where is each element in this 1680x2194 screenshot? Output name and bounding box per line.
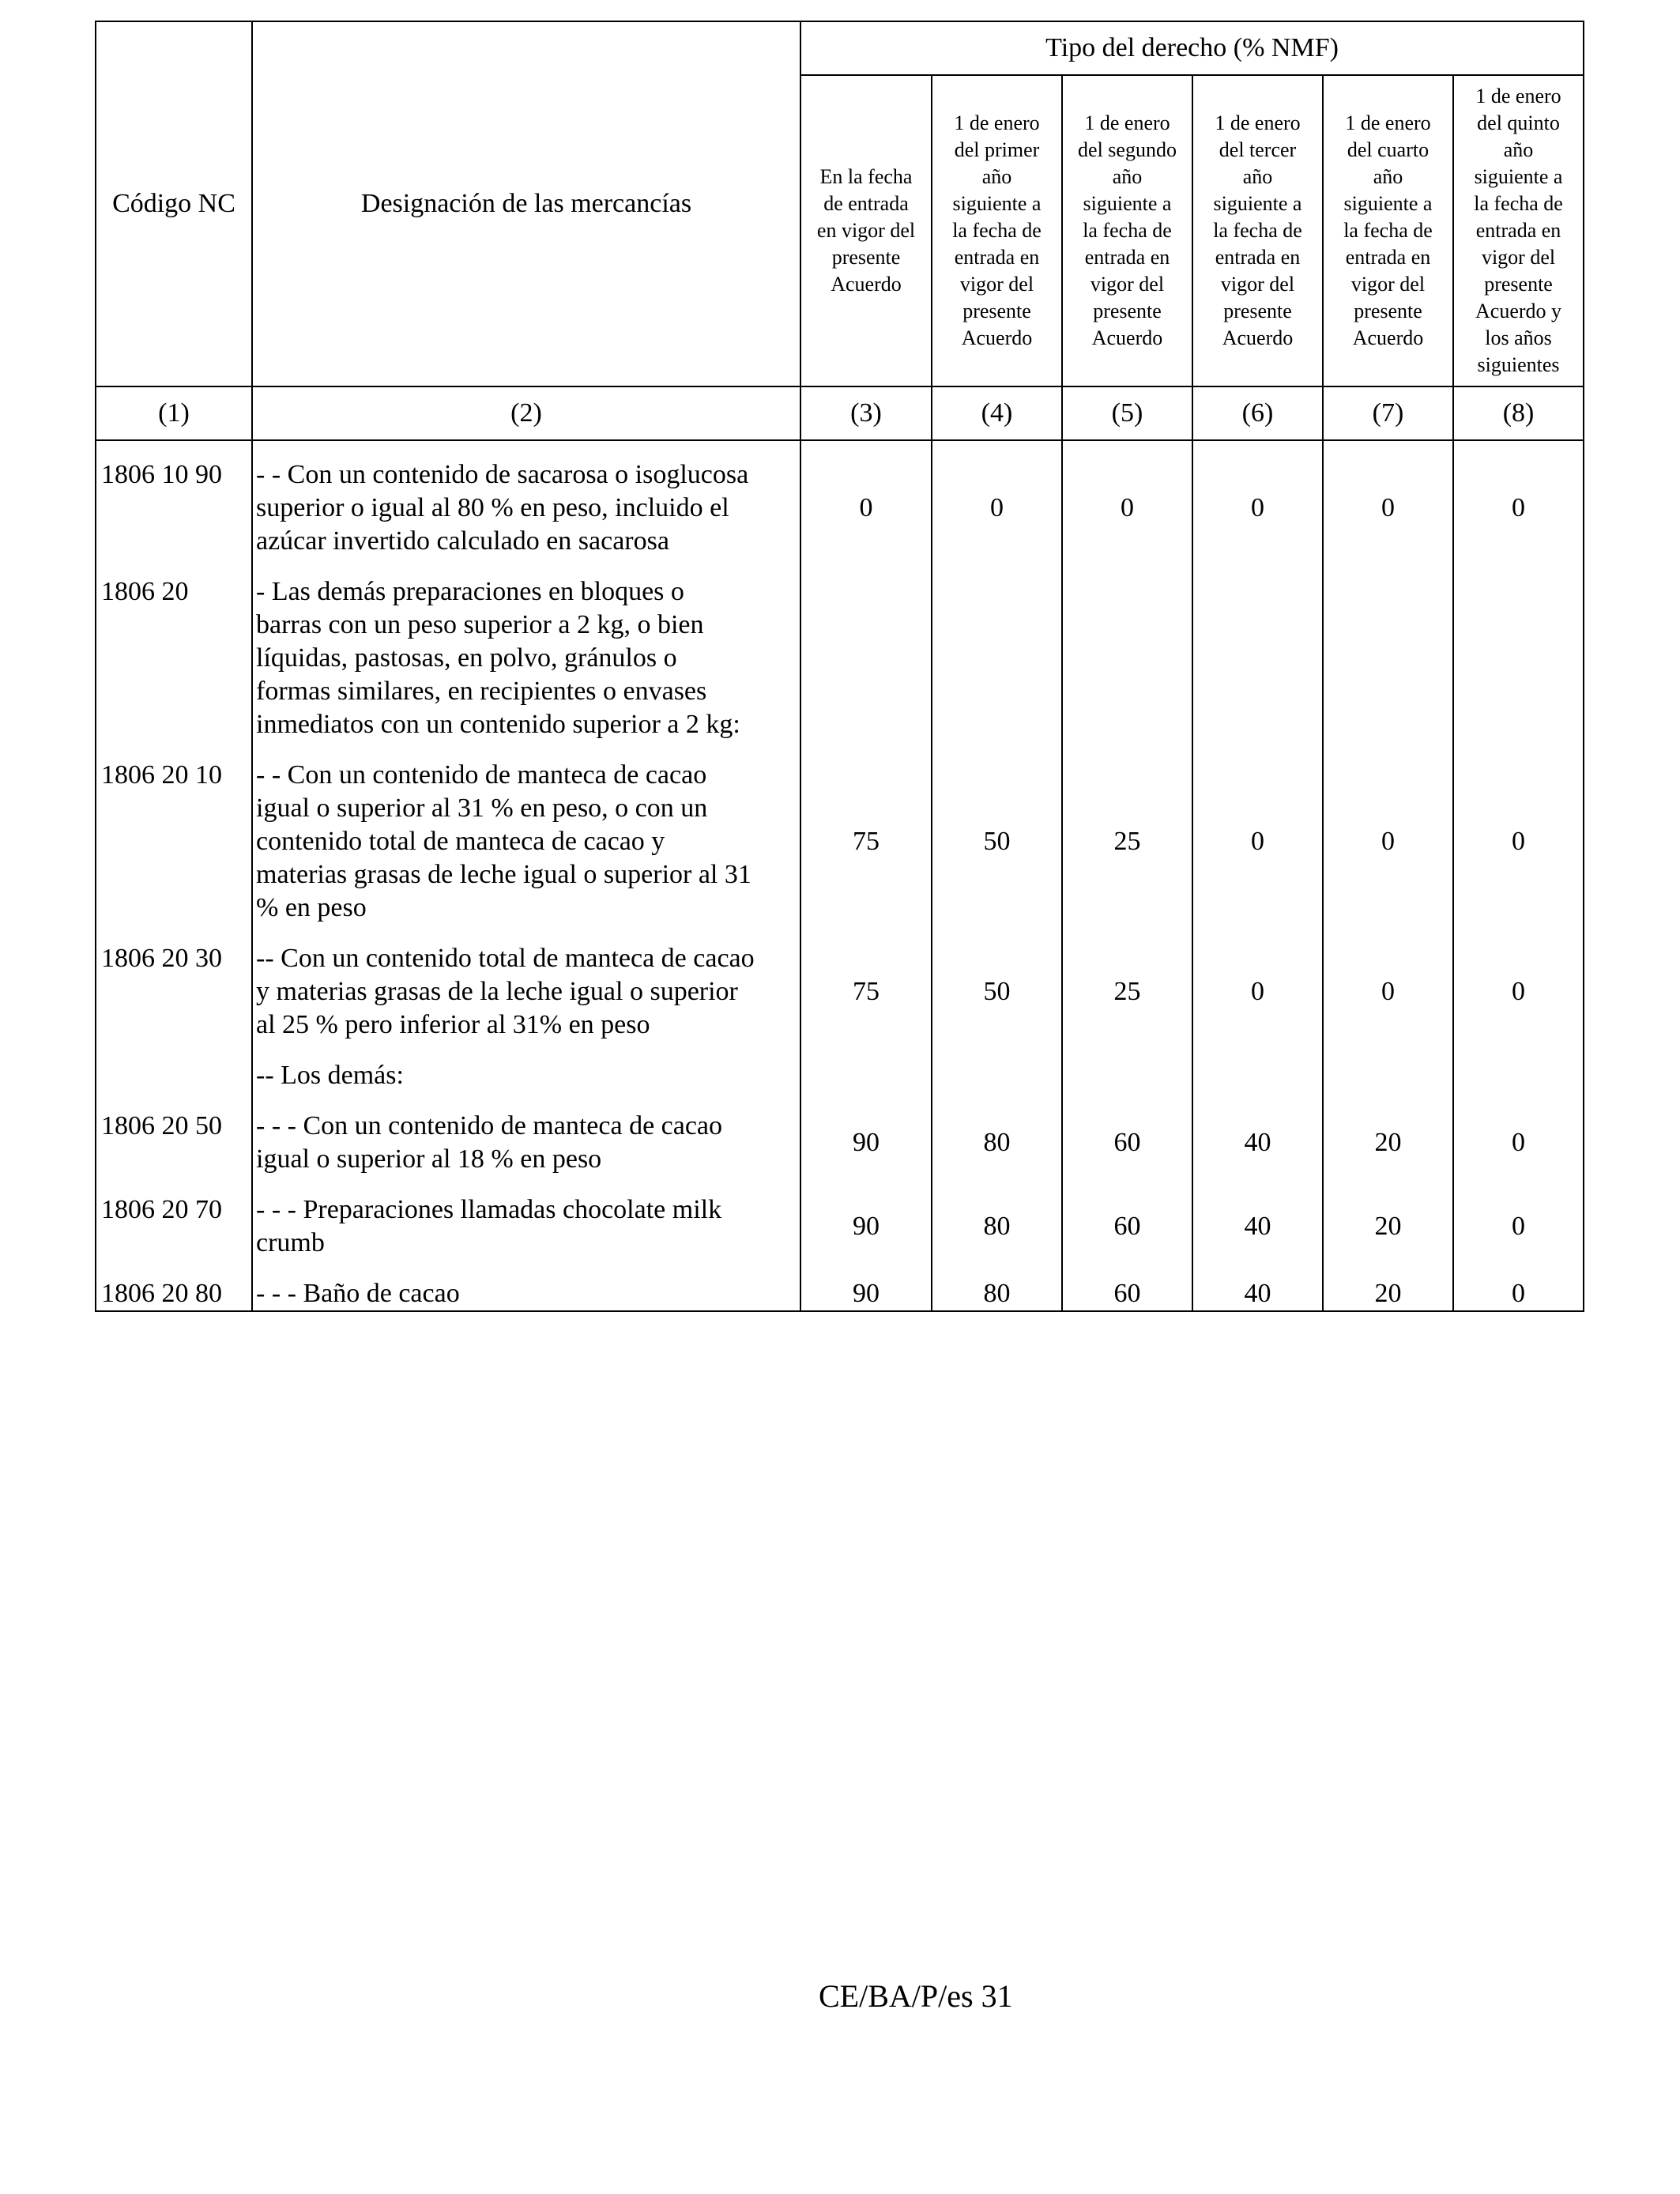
header-rate-line: de entrada (823, 192, 909, 215)
goods-description (252, 1193, 800, 1260)
spacer-cell (252, 440, 800, 458)
row-spacer (96, 1092, 1584, 1110)
spacer-cell (1192, 1042, 1323, 1059)
duty-rate-col-4: 50 (932, 942, 1062, 1042)
header-rate-line: entrada en (1215, 246, 1301, 269)
spacer-cell (1453, 1260, 1584, 1277)
goods-description (252, 942, 800, 1042)
header-rate-line: presente (1223, 300, 1292, 322)
column-number-row (96, 386, 1584, 440)
spacer-cell (1062, 1260, 1192, 1277)
table-row (96, 1059, 1584, 1092)
cn-code: 1806 20 50 (96, 1110, 252, 1176)
duty-rate-col-8: 0 (1453, 1277, 1584, 1311)
header-rate-line: Acuerdo (1352, 326, 1424, 349)
spacer-cell (252, 741, 800, 759)
duty-rate-col-3: 0 (800, 458, 932, 558)
header-rate-line: la fecha de (1474, 192, 1563, 215)
spacer-cell (96, 1042, 252, 1059)
header-rate-line: vigor del (1481, 246, 1556, 269)
cn-code: 1806 20 70 (96, 1193, 252, 1260)
spacer-cell (96, 440, 252, 458)
duty-rate-col-5: 60 (1062, 1193, 1192, 1260)
header-rate-line: la fecha de (1083, 219, 1172, 242)
spacer-cell (1323, 741, 1453, 759)
duty-rate-col-5: 0 (1062, 458, 1192, 558)
row-spacer (96, 925, 1584, 942)
description-line: azúcar invertido calculado en sacarosa (256, 526, 669, 556)
header-rate-line: vigor del (959, 273, 1034, 296)
duty-rate-col-8: 0 (1453, 1110, 1584, 1176)
description-line: al 25 % pero inferior al 31% en peso (256, 1010, 650, 1039)
header-duty-group: Tipo del derecho (% NMF) (800, 21, 1584, 75)
cn-code: 1806 20 10 (96, 759, 252, 925)
spacer-cell (252, 1092, 800, 1110)
row-spacer (96, 558, 1584, 575)
table-row (96, 942, 1584, 1042)
header-rate-col-4 (932, 75, 1062, 386)
spacer-cell (1062, 741, 1192, 759)
column-number: (7) (1323, 386, 1453, 440)
description-line: materias grasas de leche igual o superior al 31 (256, 860, 751, 889)
description-line: superior o igual al 80 % en peso, incluido el (256, 493, 729, 522)
header-rate-line: entrada en (1084, 246, 1170, 269)
row-spacer (96, 741, 1584, 759)
header-rate-line: entrada en (954, 246, 1040, 269)
description-line: igual o superior al 31 % en peso, o con un (256, 794, 708, 823)
header-rate-line: la fecha de (1213, 219, 1302, 242)
spacer-cell (1323, 1092, 1453, 1110)
duty-rate-col-5 (1062, 575, 1192, 741)
header-rate-line: vigor del (1350, 273, 1426, 296)
duty-rate-col-5 (1062, 1059, 1192, 1092)
spacer-cell (1453, 925, 1584, 942)
duty-rate-col-3: 75 (800, 759, 932, 925)
spacer-cell (96, 925, 252, 942)
header-code: Código NC (96, 21, 252, 386)
duty-rate-col-7: 20 (1323, 1110, 1453, 1176)
header-rate-line: Acuerdo (1222, 326, 1294, 349)
description-line: contenido total de manteca de cacao y (256, 827, 665, 856)
description-line: - - - Con un contenido de manteca de cacao (256, 1111, 723, 1140)
duty-rate-col-7: 20 (1323, 1193, 1453, 1260)
duty-rate-col-4 (932, 1059, 1062, 1092)
goods-description (252, 458, 800, 558)
table-row (96, 1193, 1584, 1260)
header-rate-line: en vigor del (816, 219, 916, 242)
spacer-cell (1323, 1260, 1453, 1277)
table-row (96, 458, 1584, 558)
description-line: - - Con un contenido de manteca de cacao (256, 760, 707, 790)
goods-description (252, 575, 800, 741)
header-rate-line: Acuerdo (1091, 326, 1163, 349)
header-rate-line: los años (1485, 326, 1552, 349)
row-spacer (96, 1176, 1584, 1193)
spacer-cell (800, 1092, 932, 1110)
header-rate-line: del quinto (1477, 111, 1560, 134)
spacer-cell (1323, 1042, 1453, 1059)
header-rate-line: del cuarto (1347, 138, 1430, 161)
duty-rate-col-6 (1192, 1059, 1323, 1092)
description-line: y materias grasas de la leche igual o superior (256, 977, 738, 1006)
row-spacer (96, 440, 1584, 458)
table-row (96, 575, 1584, 741)
column-number: (1) (96, 386, 252, 440)
duty-rate-col-8: 0 (1453, 458, 1584, 558)
header-rate-line: del tercer (1219, 138, 1297, 161)
header-rate-line: año (1242, 165, 1273, 188)
page-footer: CE/BA/P/es 31 (819, 1978, 1013, 2014)
header-rate-line: vigor del (1090, 273, 1165, 296)
header-rate-line: 1 de enero (1215, 111, 1301, 134)
header-rate-line: 1 de enero (954, 111, 1040, 134)
spacer-cell (252, 1176, 800, 1193)
duty-rate-col-8: 0 (1453, 1193, 1584, 1260)
description-line: inmediatos con un contenido superior a 2 kg: (256, 710, 740, 739)
header-rate-line: Acuerdo (961, 326, 1033, 349)
table-row (96, 1277, 1584, 1311)
duty-rate-col-6: 40 (1192, 1110, 1323, 1176)
spacer-cell (1192, 1092, 1323, 1110)
duty-rate-col-6: 0 (1192, 942, 1323, 1042)
duty-rate-col-8 (1453, 1059, 1584, 1092)
spacer-cell (800, 440, 932, 458)
duty-rate-col-6: 0 (1192, 759, 1323, 925)
header-rate-line: presente (831, 246, 901, 269)
row-spacer (96, 1042, 1584, 1059)
duty-rate-col-3 (800, 575, 932, 741)
spacer-cell (1062, 1092, 1192, 1110)
header-rate-line: 1 de enero (1084, 111, 1170, 134)
duty-rate-col-3: 90 (800, 1110, 932, 1176)
header-rate-line: 1 de enero (1345, 111, 1431, 134)
header-rate-line: año (1503, 138, 1534, 161)
spacer-cell (1192, 1176, 1323, 1193)
header-rate-line: año (981, 165, 1012, 188)
duty-rate-col-6 (1192, 575, 1323, 741)
duty-rate-col-7: 0 (1323, 759, 1453, 925)
duty-rate-col-4: 0 (932, 458, 1062, 558)
spacer-cell (1062, 925, 1192, 942)
spacer-cell (96, 1260, 252, 1277)
spacer-cell (1323, 558, 1453, 575)
header-rate-line: siguiente a (1343, 192, 1433, 215)
cn-code: 1806 20 80 (96, 1277, 252, 1311)
header-rate-col-7 (1323, 75, 1453, 386)
spacer-cell (1323, 440, 1453, 458)
spacer-cell (800, 1176, 932, 1193)
description-line: - - Con un contenido de sacarosa o isoglucosa (256, 460, 749, 489)
goods-description (252, 759, 800, 925)
header-rate-line: Acuerdo y (1475, 300, 1562, 322)
header-rate-line: presente (1354, 300, 1422, 322)
spacer-cell (1192, 558, 1323, 575)
spacer-cell (932, 440, 1062, 458)
goods-description (252, 1110, 800, 1176)
header-rate-line: siguientes (1477, 353, 1560, 376)
spacer-cell (1062, 440, 1192, 458)
column-number: (3) (800, 386, 932, 440)
header-designation: Designación de las mercancías (252, 21, 800, 386)
header-rate-line: año (1112, 165, 1143, 188)
spacer-cell (800, 925, 932, 942)
table-row (96, 759, 1584, 925)
duty-rate-col-4: 80 (932, 1110, 1062, 1176)
spacer-cell (932, 1042, 1062, 1059)
spacer-cell (932, 925, 1062, 942)
header-rate-line: del segundo (1078, 138, 1177, 161)
header-rate-line: 1 de enero (1475, 85, 1561, 107)
duty-rate-col-5: 60 (1062, 1277, 1192, 1311)
spacer-cell (252, 1260, 800, 1277)
spacer-cell (1062, 1042, 1192, 1059)
duty-rate-col-4: 80 (932, 1277, 1062, 1311)
duty-rate-col-3 (800, 1059, 932, 1092)
spacer-cell (932, 1260, 1062, 1277)
spacer-cell (1062, 558, 1192, 575)
spacer-cell (1192, 440, 1323, 458)
description-line: -- Con un contenido total de manteca de cacao (256, 944, 755, 973)
table-row (96, 1110, 1584, 1176)
spacer-cell (1453, 558, 1584, 575)
spacer-cell (96, 1092, 252, 1110)
duty-rate-col-3: 75 (800, 942, 932, 1042)
duty-rate-col-7: 0 (1323, 458, 1453, 558)
description-line: -- Los demás: (256, 1061, 404, 1090)
spacer-cell (1453, 1092, 1584, 1110)
header-rate-line: vigor del (1220, 273, 1295, 296)
column-number: (4) (932, 386, 1062, 440)
spacer-cell (800, 1042, 932, 1059)
duty-rate-col-5: 25 (1062, 759, 1192, 925)
spacer-cell (932, 1176, 1062, 1193)
spacer-cell (96, 558, 252, 575)
duty-rate-col-7: 0 (1323, 942, 1453, 1042)
goods-description (252, 1277, 800, 1311)
header-rate-col-6 (1192, 75, 1323, 386)
header-rate-line: entrada en (1475, 219, 1561, 242)
header-rate-line: la fecha de (952, 219, 1042, 242)
duty-rate-col-7 (1323, 575, 1453, 741)
spacer-cell (800, 1260, 932, 1277)
cn-code (96, 1059, 252, 1092)
header-rate-line: siguiente a (1474, 165, 1563, 188)
description-line: - - - Baño de cacao (256, 1279, 460, 1308)
spacer-cell (1192, 1260, 1323, 1277)
header-rate-line: del primer (954, 138, 1040, 161)
column-number: (5) (1062, 386, 1192, 440)
cn-code: 1806 20 (96, 575, 252, 741)
description-line: líquidas, pastosas, en polvo, gránulos o (256, 643, 677, 673)
description-line: barras con un peso superior a 2 kg, o bien (256, 610, 704, 639)
header-rate-line: presente (962, 300, 1031, 322)
spacer-cell (1453, 1042, 1584, 1059)
spacer-cell (1323, 925, 1453, 942)
spacer-cell (1453, 1176, 1584, 1193)
duty-rate-col-5: 25 (1062, 942, 1192, 1042)
tariff-table (95, 21, 1584, 1312)
duty-rate-col-7: 20 (1323, 1277, 1453, 1311)
spacer-cell (252, 925, 800, 942)
header-rate-line: entrada en (1345, 246, 1431, 269)
description-line: crumb (256, 1228, 325, 1257)
header-rate-line: Acuerdo (831, 273, 902, 296)
spacer-cell (1192, 925, 1323, 942)
duty-rate-col-3: 90 (800, 1193, 932, 1260)
header-rate-line: En la fecha (819, 165, 913, 188)
header-rate-col-3 (800, 75, 932, 386)
description-line: % en peso (256, 893, 367, 922)
duty-rate-col-8: 0 (1453, 759, 1584, 925)
spacer-cell (1062, 1176, 1192, 1193)
header-rate-line: año (1373, 165, 1403, 188)
spacer-cell (1323, 1176, 1453, 1193)
description-line: formas similares, en recipientes o envases (256, 677, 707, 706)
header-rate-line: presente (1484, 273, 1553, 296)
duty-rate-col-8: 0 (1453, 942, 1584, 1042)
header-rate-line: siguiente a (1213, 192, 1302, 215)
spacer-cell (1453, 440, 1584, 458)
goods-description (252, 1059, 800, 1092)
duty-rate-col-4: 80 (932, 1193, 1062, 1260)
duty-rate-col-3: 90 (800, 1277, 932, 1311)
header-rate-line: siguiente a (1083, 192, 1172, 215)
column-number: (8) (1453, 386, 1584, 440)
header-rate-col-5 (1062, 75, 1192, 386)
duty-rate-col-8 (1453, 575, 1584, 741)
description-line: igual o superior al 18 % en peso (256, 1144, 602, 1174)
description-line: - - - Preparaciones llamadas chocolate milk (256, 1195, 722, 1224)
spacer-cell (96, 741, 252, 759)
spacer-cell (800, 558, 932, 575)
spacer-cell (932, 741, 1062, 759)
duty-rate-col-6: 40 (1192, 1193, 1323, 1260)
description-line: - Las demás preparaciones en bloques o (256, 577, 684, 606)
duty-rate-col-5: 60 (1062, 1110, 1192, 1176)
spacer-cell (932, 558, 1062, 575)
spacer-cell (1453, 741, 1584, 759)
column-number: (2) (252, 386, 800, 440)
duty-rate-col-4 (932, 575, 1062, 741)
header-rate-line: la fecha de (1343, 219, 1433, 242)
duty-rate-col-7 (1323, 1059, 1453, 1092)
header-rate-col-8 (1453, 75, 1584, 386)
header-rate-line: siguiente a (952, 192, 1042, 215)
spacer-cell (96, 1176, 252, 1193)
cn-code: 1806 10 90 (96, 458, 252, 558)
header-rate-line: presente (1093, 300, 1162, 322)
duty-rate-col-6: 40 (1192, 1277, 1323, 1311)
spacer-cell (800, 741, 932, 759)
spacer-cell (1192, 741, 1323, 759)
spacer-cell (252, 558, 800, 575)
row-spacer (96, 1260, 1584, 1277)
column-number: (6) (1192, 386, 1323, 440)
table-body (96, 440, 1584, 1311)
spacer-cell (932, 1092, 1062, 1110)
spacer-cell (252, 1042, 800, 1059)
duty-rate-col-6: 0 (1192, 458, 1323, 558)
cn-code: 1806 20 30 (96, 942, 252, 1042)
duty-rate-col-4: 50 (932, 759, 1062, 925)
